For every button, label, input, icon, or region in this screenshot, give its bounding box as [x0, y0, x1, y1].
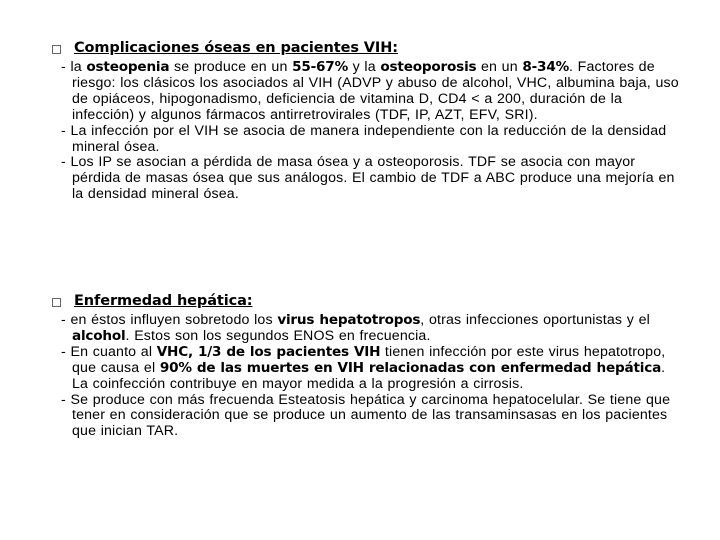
section-liver-disease	[52, 294, 682, 440]
bold-text-run: 55-67%	[292, 59, 348, 75]
list-item	[61, 393, 682, 441]
bold-text-run: VHC, 1/3 de los pacientes VIH	[156, 343, 381, 360]
bold-text-run: 90% de las muertes en VIH relacionadas con enfermedad hepática	[159, 359, 662, 376]
list-item	[61, 124, 682, 156]
square-bullet-icon	[52, 45, 61, 54]
text-run: - En cuanto al	[61, 343, 157, 360]
text-run: - Los IP se asocian a pérdida de masa ósea y a osteoporosis. TDF se asocia con mayor pérdida de masas ósea que sus análogos. El cambio de TDF a ABC produce una mejoría en la densidad mineral ósea.	[61, 154, 675, 203]
bold-text-run: osteopenia	[86, 59, 170, 75]
list-item	[61, 313, 682, 345]
text-run: y la	[348, 59, 381, 75]
section-heading: Complicaciones óseas en pacientes VIH:	[74, 40, 398, 56]
text-run: . Factores de riesgo: los clásicos los asociados al VIH (ADVP y abuso de alcohol, VHC, albumina baja, uso de opiáceos, hipogonadismo, deficiencia de vitamina D, CD4 < a 200, duración de la infección) y algunos fármacos antirretrovirales (TDF, IP, AZT, EFV, SRI).	[72, 59, 679, 123]
text-run: en un	[476, 59, 523, 75]
text-run: - la	[61, 59, 87, 75]
bold-text-run: osteoporosis	[380, 59, 477, 75]
section-heading-row	[52, 294, 682, 313]
section-heading: Enfermedad hepática:	[74, 293, 253, 309]
section-heading-row	[52, 41, 682, 60]
bold-text-run: virus hepatotropos	[277, 312, 421, 328]
bold-text-run: 8-34%	[522, 59, 569, 75]
list-item	[61, 345, 682, 393]
list-item	[61, 60, 682, 124]
text-run: tienen infección por este virus hepatotropo, que causa el	[72, 343, 666, 376]
square-bullet-icon	[52, 298, 61, 307]
text-run: - La infección por el VIH se asocia de manera independiente con la reducción de la densidad mineral ósea.	[61, 122, 667, 155]
list-item	[61, 155, 682, 203]
section-bone-complications	[52, 41, 682, 203]
text-run: se produce en un	[169, 59, 293, 75]
bold-text-run: alcohol	[72, 327, 126, 344]
text-run: . La coinfección contribuye en mayor medida a la progresión a cirrosis.	[72, 359, 666, 392]
text-run: . Estos son los segundos ENOS en frecuencia.	[125, 327, 431, 344]
text-run: - en éstos influyen sobretodo los	[61, 312, 278, 328]
text-run: , otras infecciones oportunistas y el	[420, 312, 650, 328]
text-run: - Se produce con más frecuenda Esteatosis hepática y carcinoma hepatocelular. Se tiene que tener en consideración que se produce un aumento de las transaminsasas en los pacientes que inician TAR.	[61, 391, 671, 440]
